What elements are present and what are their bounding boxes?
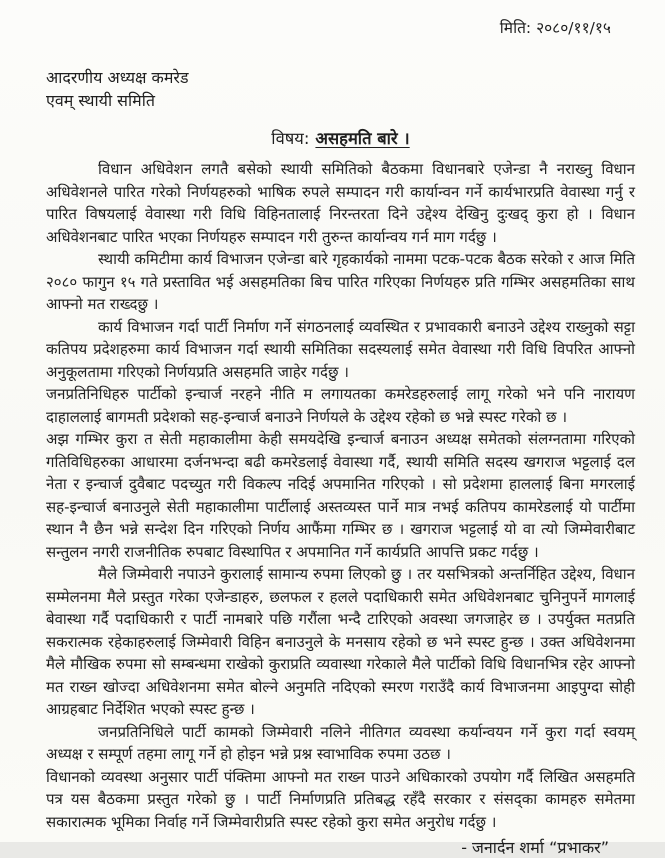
body-paragraph: विधान अधिवेशन लगतै बसेको स्थायी समितिको बैठकमा विधानबारे एजेन्डा नै नराख्नु विधान अधिवेशनले पारित गरेको निर्णयहरुको भाषिक रुपले सम्पादन गरी कार्यान्वन गर्ने कार्यभारप्रति वेवास्था गर्नु र पारित विषयलाई वेवास्था गरी विधि विहिनतालाई निरन्तरता दिने उद्देश्य देखिनु दुःखद् कुरा हो । विधान अधिवेशनबाट पारित भएका निर्णयहरु सम्पादन गरी तुरुन्त कार्यान्वय गर्न माग गर्दछु । <box>46 160 635 246</box>
signature-line: - जनार्दन शर्मा “प्रभाकर” <box>461 838 609 858</box>
subject-title: असहमति बारे । <box>315 129 410 149</box>
subject-line <box>46 126 635 149</box>
letter-body <box>46 158 635 833</box>
body-paragraph: जनप्रतिनिधिले पार्टी कामको जिम्मेवारी नलिने नीतिगत व्यवस्था कर्यान्वयन गर्ने कुरा गर्दा स्वयम् अध्यक्ष र सम्पूर्ण तहमा लागू गर्ने हो होइन भन्ने प्रश्न स्वाभाविक रुपमा उठछ । <box>46 722 635 764</box>
date-label: मिति: २०८०/११/१५ <box>499 19 611 37</box>
body-paragraph: जनप्रतिनिधिहरु पार्टीको इन्चार्ज नरहने नीति म लगायतका कमरेडहरुलाई लागू गरेको भने पनि नारायण दाहाललाई बागमती प्रदेशको सह-इन्चार्ज बनाउने निर्णयले के उद्देश्य रहेको छ भन्ने स्पस्ट गरेको छ । <box>46 385 635 426</box>
body-paragraph: विधानको व्यवस्था अनुसार पार्टी पंक्तिमा आफ्नो मत राख्न पाउने अधिकारको उपयोग गर्दै लिखित असहमति पत्र यस बैठकमा प्रस्तुत गरेको छु । पार्टी निर्माणप्रति प्रतिबद्ध रहँदै सरकार र संसद्का कामहरु समेतमा सकारात्मक भूमिका निर्वाह गर्ने जिम्मेवारीप्रति स्पस्ट रहेको कुरा समेत अनुरोध गर्दछु । <box>46 767 635 831</box>
addressee-line-2: एवम् स्थायी समिति <box>46 91 155 111</box>
addressee-block <box>46 66 635 112</box>
body-paragraph: मैले जिम्मेवारी नपाउने कुरालाई सामान्य रुपमा लिएको छु । तर यसभित्रको अन्तर्निहित उद्देश्य, विधान सम्मेलनमा मैले प्रस्तुत गरेका एजेन्डाहरु, छलफल र हलले पदाधिकारी समेत अधिवेशनबाट चुनिनुपर्ने मागलाई बेवास्था गर्दै पदाधिकारी र पार्टी नामबारे पछि गरौंला भन्दै टारिएको अवस्था जगजाहेर छ । उपर्युक्त मतप्रति सकरात्मक रहेकाहरुलाई जिम्मेवारी विहिन बनाउनुले के मनसाय रहेको छ भने स्पस्ट हुन्छ । उक्त अधिवेशनमा मैले मौखिक रुपमा सो सम्बन्धमा राखेको कुराप्रति व्यवास्था गरेकाले मैले पार्टीको विधि विधानभित्र रहेर आफ्नो मत राख्न खोज्दा अधिवेशनमा समेत बोल्ने अनुमति नदिएको स्मरण गराउँदै कार्य विभाजनमा आइपुग्दा सोही आग्रहबाट निर्देशित भएको स्पस्ट हुन्छ । <box>46 565 635 719</box>
body-paragraph: अझ गम्भिर कुरा त सेती महाकालीमा केही समयदेखि इन्चार्ज बनाउन अध्यक्ष समेतको संलग्नतामा गरिएको गतिविधिहरुका आधारमा दर्जनभन्दा बढी कमरेडलाई वेवास्था गर्दै, स्थायी समिति सदस्य खगराज भट्टलाई दल नेता र इन्चार्ज दुवैबाट पदच्युत गरी विकल्प नदिई अपमानित गरिएको । सो प्रदेशमा हाललाई बिना मगरलाई सह-इन्चार्ज बनाउनुले सेती महाकालीमा पार्टीलाई अस्तव्यस्त पार्ने मात्र नभई कतिपय कामरेडलाई यो पार्टीमा स्थान नै छैन भन्ने सन्देश दिन गरिएको निर्णय आफैंमा गम्भिर छ । खगराज भट्टलाई यो वा त्यो जिम्मेवारीबाट सन्तुलन नगरी राजनीतिक रुपबाट विस्थापित र अपमानित गर्ने कार्यप्रति आपत्ति प्रकट गर्दछु । <box>46 430 635 561</box>
subject-prefix: विषय: <box>271 129 310 149</box>
body-paragraph: स्थायी कमिटीमा कार्य विभाजन एजेन्डा बारे गृहकार्यको नाममा पटक-पटक बैठक सरेको र आज मिति २०८० फागुन १५ गते प्रस्तावित भई असहमतिका बिच पारित गरिएका निर्णयहरु प्रति गम्भिर असहमतिका साथ आफ्नो मत राख्दछु । <box>46 250 635 314</box>
body-paragraph: कार्य विभाजन गर्दा पार्टी निर्माण गर्ने संगठनलाई व्यवस्थित र प्रभावकारी बनाउने उद्देश्य राख्नुको सट्टा कतिपय प्रदेशहरुमा कार्य विभाजन गर्दा स्थायी समितिका सदस्यलाई समेत वेवास्था गरी विधि विपरित आफ्नो अनुकूलतामा गरिएको निर्णयप्रति असहमति जाहेर गर्दछु । <box>46 317 635 381</box>
addressee-line-1: आदरणीय अध्यक्ष कमरेड <box>46 68 189 87</box>
